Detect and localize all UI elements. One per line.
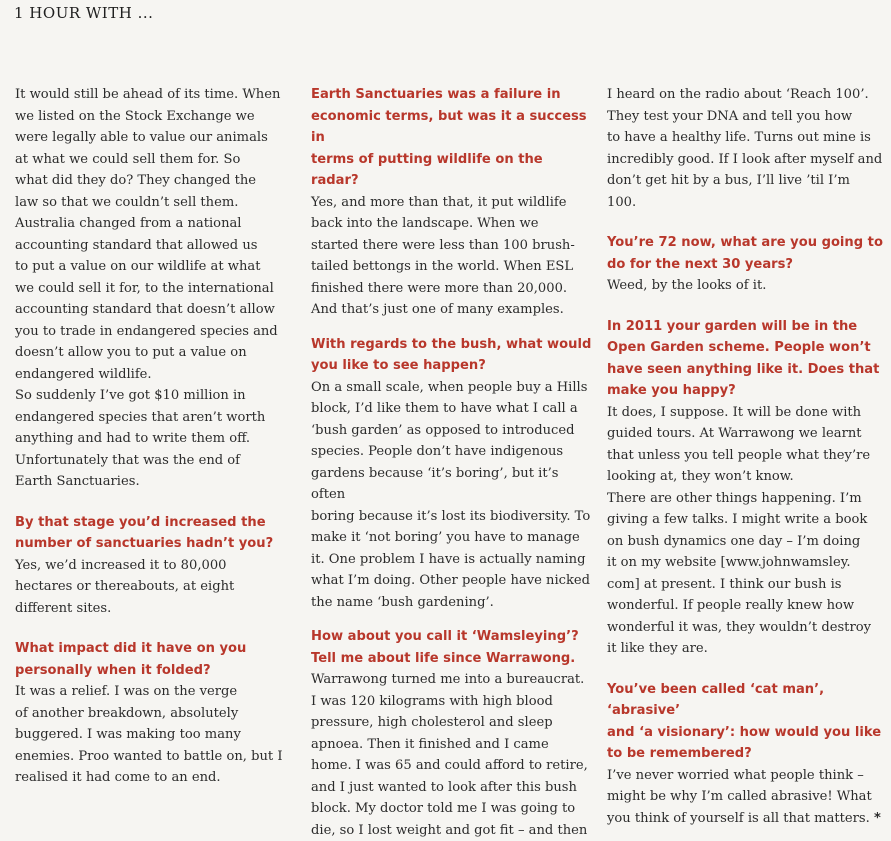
answer-paragraph xyxy=(607,765,883,830)
question-heading: You’ve been called ‘cat man’, ‘abrasive’ and ‘a visionary’: how would you like to be remembered? xyxy=(607,681,882,761)
column-3 xyxy=(607,84,883,829)
answer-paragraph: On a small scale, when people buy a Hills block, I’d like them to have what I call a ‘bush garden’ as opposed to introduced species. People don’t have indigenous gardens because ‘it’s boring’, but it’s often boring because it’s lost its biodiversity. To make it ‘not boring’ you have to manage it. One problem I have is actually naming what I’m doing. Other people have nicked the name ‘bush gardening’. xyxy=(311,379,591,610)
question-heading: You’re 72 now, what are you going to do for the next 30 years? xyxy=(607,235,883,272)
question-heading: What impact did it have on you personally when it folded? xyxy=(15,641,247,678)
answer-paragraph: It would still be ahead of its time. When we listed on the Stock Exchange we were legally able to value our animals at what we could sell them for. So what did they do? They changed the law so that we couldn’t sell them. Australia changed from a national accounting standard that allowed us to put a value on our wildlife at what we could sell it for, to the international accounting standard that doesn’t allow you to trade in endangered species and doesn’t allow you to put a value on endangered wildlife. So suddenly I’ve got $10 million in endangered species that aren’t worth anything and had to write them off. Unfortunately that was the end of Earth Sanctuaries. xyxy=(15,87,281,489)
answer-text: I’ve never worried what people think – might be why I’m called abrasive! What you think of yourself is all that matters. xyxy=(607,767,872,826)
answer-paragraph: Yes, we’d increased it to 80,000 hectares or thereabouts, at eight different sites. xyxy=(15,557,235,616)
answer-paragraph: Yes, and more than that, it put wildlife back into the landscape. When we started there were less than 100 brush- tailed bettongs in the world. When ESL finished there were more than 20,000. And that’s just one of many examples. xyxy=(311,194,575,317)
answer-paragraph: Weed, by the looks of it. xyxy=(607,278,767,293)
question-heading: By that stage you’d increased the number of sanctuaries hadn’t you? xyxy=(15,514,274,551)
end-of-article-mark: * xyxy=(873,810,881,826)
question-heading: Earth Sanctuaries was a failure in economic terms, but was it a success in terms of putting wildlife on the radar? xyxy=(311,87,587,188)
question-heading: How about you call it ‘Wamsleying’? Tell me about life since Warrawong. xyxy=(311,629,579,666)
answer-paragraph: It was a relief. I was on the verge of another breakdown, absolutely buggered. I was making too many enemies. Proo wanted to battle on, but I realised it had come to an end. xyxy=(15,684,283,785)
answer-paragraph: It does, I suppose. It will be done with guided tours. At Warrawong we learnt that unless you tell people what they’re looking at, they won’t know. There are other things happening. I’m giving a few talks. I might write a book on bush dynamics one day – I’m doing it on my website [www.johnwamsley. com] at present. I think our bush is wonderful. If people really knew how wonderful it was, they wouldn’t destroy it like they are. xyxy=(607,404,871,656)
column-1 xyxy=(15,84,293,789)
question-heading: In 2011 your garden will be in the Open Garden scheme. People won’t have seen anything like it. Does that make you happy? xyxy=(607,318,880,398)
answer-paragraph: I heard on the radio about ‘Reach 100’. They test your DNA and tell you how to have a healthy life. Turns out mine is incredibly good. If I look after myself and don’t get hit by a bus, I’ll live ’til I’m 100. xyxy=(607,87,883,210)
answer-paragraph: Warrawong turned me into a bureaucrat. I was 120 kilograms with high blood pressure, high cholesterol and sleep apnoea. Then it finished and I came home. I was 65 and could afford to retire, and I just wanted to look after this bush block. My doctor told me I was going to die, so I lost weight and got fit – and then xyxy=(311,672,588,838)
column-2 xyxy=(311,84,594,841)
question-heading: With regards to the bush, what would you like to see happen? xyxy=(311,336,592,373)
section-header: 1 HOUR WITH ... xyxy=(14,4,154,22)
